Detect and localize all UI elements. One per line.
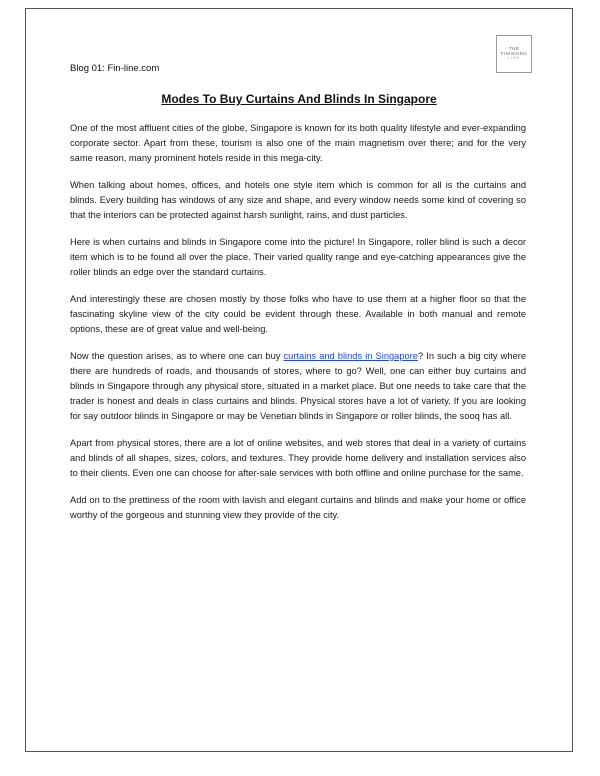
page-title <box>26 92 572 106</box>
paragraph-5-end: ? In such a big city where there are hundreds of roads, and thousands of stores, where to go? Well, one can either buy curtains and blinds in Singapore through any physical store, situated in a market place. But one needs to take care that the trader is honest and deals in class curtains and blinds. Physical stores have a lot of variety. If you are looking for say outdoor blinds in Singapore or may be Venetian blinds in Singapore or roller blinds, the sooq has all. <box>70 351 527 421</box>
paragraph-3: Here is when curtains and blinds in Singapore come into the picture! In Singapore, roller blind is such a decor item which is to be found all over the place. Their varied quality range and eye-catching appearances give the roller blinds an edge over the standard curtains. <box>70 237 526 277</box>
document-page <box>25 8 573 752</box>
paragraph-5 <box>70 349 526 424</box>
blog-header: Blog 01: Fin-line.com <box>70 63 160 74</box>
paragraph-2: When talking about homes, offices, and hotels one style item which is common for all is the curtains and blinds. Every building has windows of any size and shape, and every window needs some kind of covering so that the interiors can be protected against harsh sunlight, rains, and dust particles. <box>70 180 526 220</box>
company-logo <box>496 35 532 73</box>
article-body <box>70 121 526 535</box>
curtains-blinds-link[interactable]: curtains and blinds in Singapore <box>283 351 418 361</box>
title-text: Modes To Buy Curtains And Blinds In Singapore <box>161 92 437 106</box>
paragraph-6: Apart from physical stores, there are a lot of online websites, and web stores that deal in a variety of curtains and blinds of all shapes, sizes, colors, and textures. They provide home delivery and installation services also to their clients. Even one can choose for after-sale services with both offline and online purchase for the same. <box>70 438 526 478</box>
paragraph-1: One of the most affluent cities of the globe, Singapore is known for its both quality lifestyle and ever-expanding corporate sector. Apart from these, tourism is also one of the main magnetism over there; and for the very same reason, many prominent hotels reside in this mega-city. <box>70 123 526 163</box>
paragraph-7: Add on to the prettiness of the room with lavish and elegant curtains and blinds and make your home or office worthy of the gorgeous and stunning view they provide of the city. <box>70 495 526 520</box>
logo-line-3: LINE <box>507 56 521 61</box>
paragraph-5-start: Now the question arises, as to where one can buy <box>70 351 284 361</box>
logo-line-1: THE <box>508 45 520 51</box>
paragraph-4: And interestingly these are chosen mostly by those folks who have to use them at a higher floor so that the fascinating skyline view of the city could be evident through these. Available in both manual and remote options, these are of great value and well-being. <box>70 294 526 334</box>
logo-line-2: FINISHING <box>500 50 528 56</box>
